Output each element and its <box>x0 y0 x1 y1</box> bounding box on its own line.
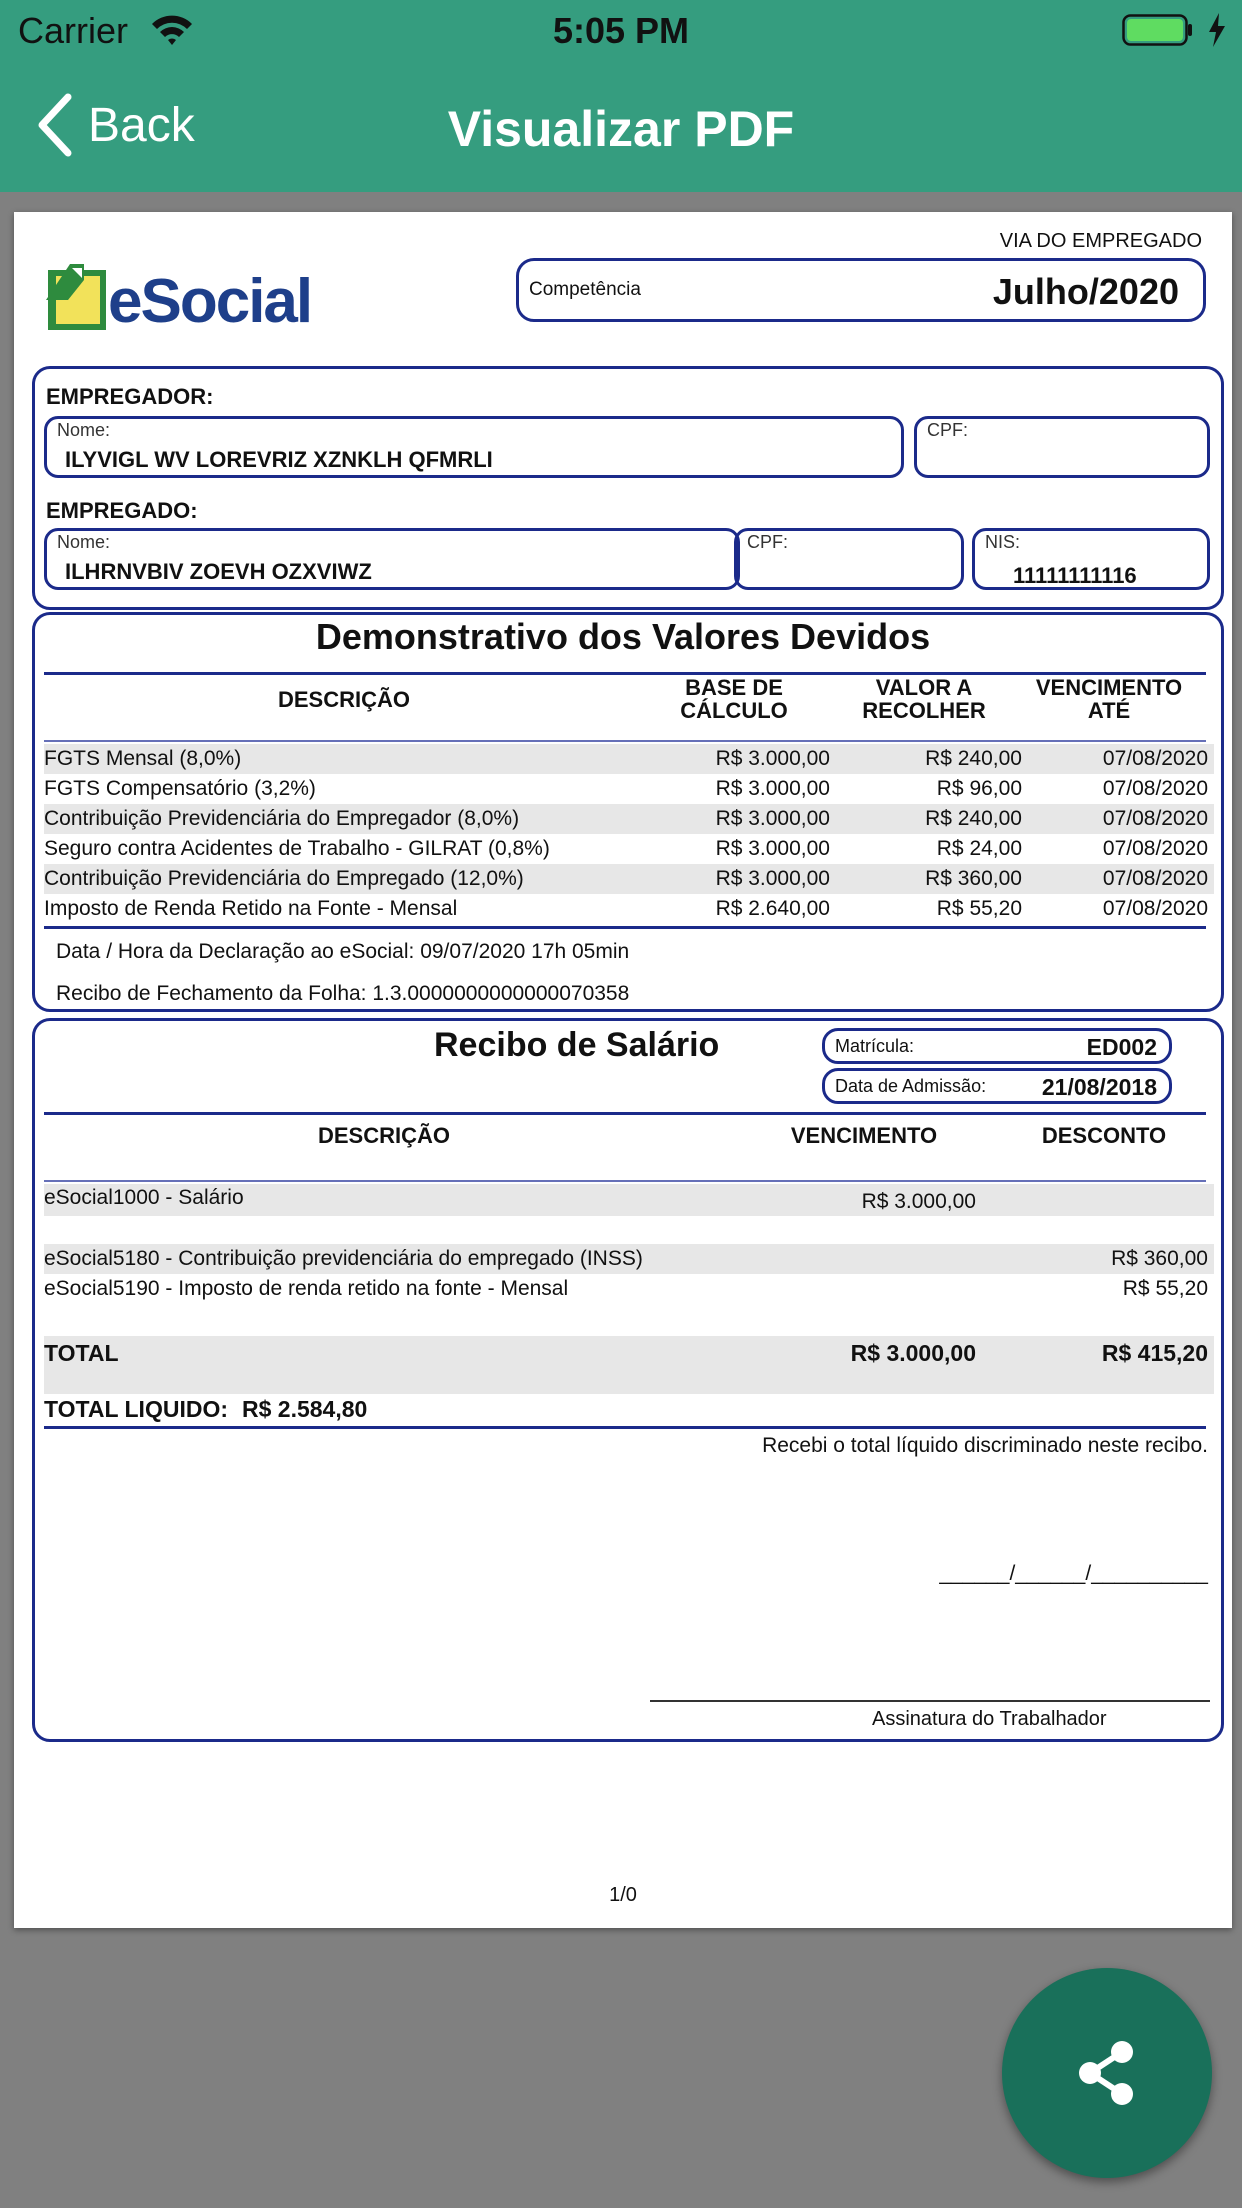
signature-line <box>650 1700 1210 1702</box>
navigation-bar <box>0 60 1242 192</box>
empregador-label: EMPREGADOR: <box>46 384 214 409</box>
demo-header-base <box>634 676 834 722</box>
demo-header-vencimento <box>1014 676 1204 722</box>
empregador-nome-field <box>44 416 904 478</box>
row-desconto: R$ 360,00 <box>1111 1247 1208 1270</box>
demo-header-descricao: DESCRIÇÃO <box>277 687 410 712</box>
row-vencimento: R$ 3.000,00 <box>861 1190 976 1213</box>
recibo-header-desconto: DESCONTO <box>1041 1123 1167 1148</box>
empregado-nome-value: ILHRNVBIV ZOEVH OZXVIWZ <box>65 559 372 584</box>
row-base: R$ 3.000,00 <box>715 867 830 890</box>
battery-icon <box>1122 14 1194 46</box>
declaracao-datetime: Data / Hora da Declaração ao eSocial: 09/07/2020 17h 05min <box>56 940 630 963</box>
share-icon <box>1072 2038 1142 2108</box>
row-descricao: FGTS Compensatório (3,2%) <box>44 777 316 800</box>
recibo-declaracao: Recebi o total líquido discriminado neste recibo. <box>762 1434 1208 1457</box>
total-vencimento: R$ 3.000,00 <box>850 1340 976 1366</box>
share-button[interactable] <box>1002 1968 1212 2178</box>
row-valor: R$ 96,00 <box>936 777 1022 800</box>
empregado-cpf-label: CPF: <box>747 532 789 552</box>
recibo-header-descricao: DESCRIÇÃO <box>317 1123 450 1148</box>
admissao-pill <box>822 1068 1172 1104</box>
row-valor: R$ 24,00 <box>936 837 1022 860</box>
demo-header-valor-line2: RECOLHER <box>862 698 986 723</box>
row-valor: R$ 360,00 <box>925 867 1022 890</box>
demo-header-base-line2: CÁLCULO <box>680 698 788 723</box>
recibo-header-vencimento: VENCIMENTO <box>790 1123 938 1148</box>
row-descricao: Seguro contra Acidentes de Trabalho - GILRAT (0,8%) <box>44 837 550 860</box>
page-title: Visualizar PDF <box>447 101 795 157</box>
total-label: TOTAL <box>44 1340 119 1366</box>
demo-header-valor-line1: VALOR A <box>875 675 973 700</box>
empregado-nis-value: 11111111116 <box>1013 563 1137 588</box>
matricula-label: Matrícula: <box>835 1036 915 1056</box>
empregador-nome-label: Nome: <box>57 420 111 440</box>
demo-header-base-line1: BASE DE <box>685 675 783 700</box>
row-vencimento: 07/08/2020 <box>1102 747 1208 770</box>
total-liquido <box>44 1396 367 1423</box>
status-time: 5:05 PM <box>552 10 690 51</box>
pdf-page <box>14 212 1232 1928</box>
row-base: R$ 3.000,00 <box>715 837 830 860</box>
row-descricao: Contribuição Previdenciária do Empregador (8,0%) <box>44 807 520 830</box>
signature-label: Assinatura do Trabalhador <box>872 1708 1107 1730</box>
row-base: R$ 3.000,00 <box>715 777 830 800</box>
empregado-nis-field <box>972 528 1210 590</box>
empregador-cpf-field <box>914 416 1210 478</box>
row-vencimento: 07/08/2020 <box>1102 897 1208 920</box>
esocial-logo <box>42 260 342 340</box>
esocial-logo-icon <box>42 260 114 336</box>
back-label: Back <box>88 98 195 152</box>
empregado-nome-field <box>44 528 740 590</box>
competencia-value: Julho/2020 <box>992 271 1179 312</box>
row-vencimento: 07/08/2020 <box>1102 837 1208 860</box>
demonstrativo-title: Demonstrativo dos Valores Devidos <box>315 616 931 657</box>
row-base: R$ 3.000,00 <box>715 807 830 830</box>
row-valor: R$ 240,00 <box>925 747 1022 770</box>
recibo-top-rule <box>44 1112 1206 1115</box>
liquido-rule <box>44 1426 1206 1429</box>
empregador-nome-value: ILYVIGL WV LOREVRIZ XZNKLH QFMRLI <box>65 447 493 472</box>
row-base: R$ 3.000,00 <box>715 747 830 770</box>
table-row <box>44 774 1214 804</box>
empregado-nome-label: Nome: <box>57 532 111 552</box>
row-descricao: FGTS Mensal (8,0%) <box>44 747 242 770</box>
table-row <box>44 1244 1214 1274</box>
page-number: 1/0 <box>609 1884 637 1906</box>
table-row <box>44 1274 1214 1304</box>
demonstrativo-bottom-rule <box>44 926 1206 929</box>
table-row <box>44 894 1214 924</box>
recibo-header-rule <box>44 1180 1206 1182</box>
charging-bolt-icon <box>1206 12 1228 48</box>
table-row <box>44 1184 1214 1216</box>
empregado-cpf-field <box>734 528 964 590</box>
admissao-value: 21/08/2018 <box>1041 1074 1157 1100</box>
recibo-title: Recibo de Salário <box>434 1026 720 1064</box>
demo-header-valor <box>824 676 1024 722</box>
empregado-label: EMPREGADO: <box>46 498 198 523</box>
via-label: VIA DO EMPREGADO <box>999 230 1202 252</box>
matricula-value: ED002 <box>1086 1034 1157 1060</box>
row-vencimento: 07/08/2020 <box>1102 777 1208 800</box>
row-descricao: eSocial1000 - Salário <box>44 1186 244 1209</box>
matricula-pill <box>822 1028 1172 1064</box>
total-desconto: R$ 415,20 <box>1101 1340 1208 1366</box>
recibo-fechamento: Recibo de Fechamento da Folha: 1.3.0000000000000070358 <box>56 982 630 1005</box>
table-row <box>44 804 1214 834</box>
row-descricao: eSocial5190 - Imposto de renda retido na fonte - Mensal <box>44 1277 569 1300</box>
liquido-label: TOTAL LIQUIDO: <box>44 1396 228 1422</box>
demonstrativo-header-rule <box>44 740 1206 742</box>
row-descricao: eSocial5180 - Contribuição previdenciária do empregado (INSS) <box>44 1247 643 1270</box>
table-row <box>44 744 1214 774</box>
row-desconto: R$ 55,20 <box>1122 1277 1208 1300</box>
row-vencimento: 07/08/2020 <box>1102 807 1208 830</box>
admissao-label: Data de Admissão: <box>835 1076 987 1096</box>
liquido-value: R$ 2.584,80 <box>242 1396 368 1422</box>
row-valor: R$ 240,00 <box>925 807 1022 830</box>
row-valor: R$ 55,20 <box>936 897 1022 920</box>
row-vencimento: 07/08/2020 <box>1102 867 1208 890</box>
table-row <box>44 864 1214 894</box>
carrier-label: Carrier <box>18 10 129 51</box>
demo-header-venc-line2: ATÉ <box>1087 698 1131 723</box>
empregador-cpf-label: CPF: <box>927 420 969 440</box>
row-base: R$ 2.640,00 <box>715 897 830 920</box>
row-descricao: Imposto de Renda Retido na Fonte - Mensal <box>44 897 458 920</box>
competencia-label: Competência <box>529 279 641 300</box>
row-descricao: Contribuição Previdenciária do Empregado (12,0%) <box>44 867 524 890</box>
signature-date-line: ______/______/__________ <box>939 1562 1208 1585</box>
status-bar <box>0 0 1242 60</box>
demo-header-venc-line1: VENCIMENTO <box>1035 675 1183 700</box>
competencia-box <box>516 258 1206 322</box>
esocial-logo-text: eSocial <box>108 267 312 336</box>
table-row <box>44 834 1214 864</box>
total-row <box>44 1336 1214 1394</box>
empregado-nis-label: NIS: <box>985 532 1021 552</box>
demonstrativo-top-rule <box>44 672 1206 675</box>
